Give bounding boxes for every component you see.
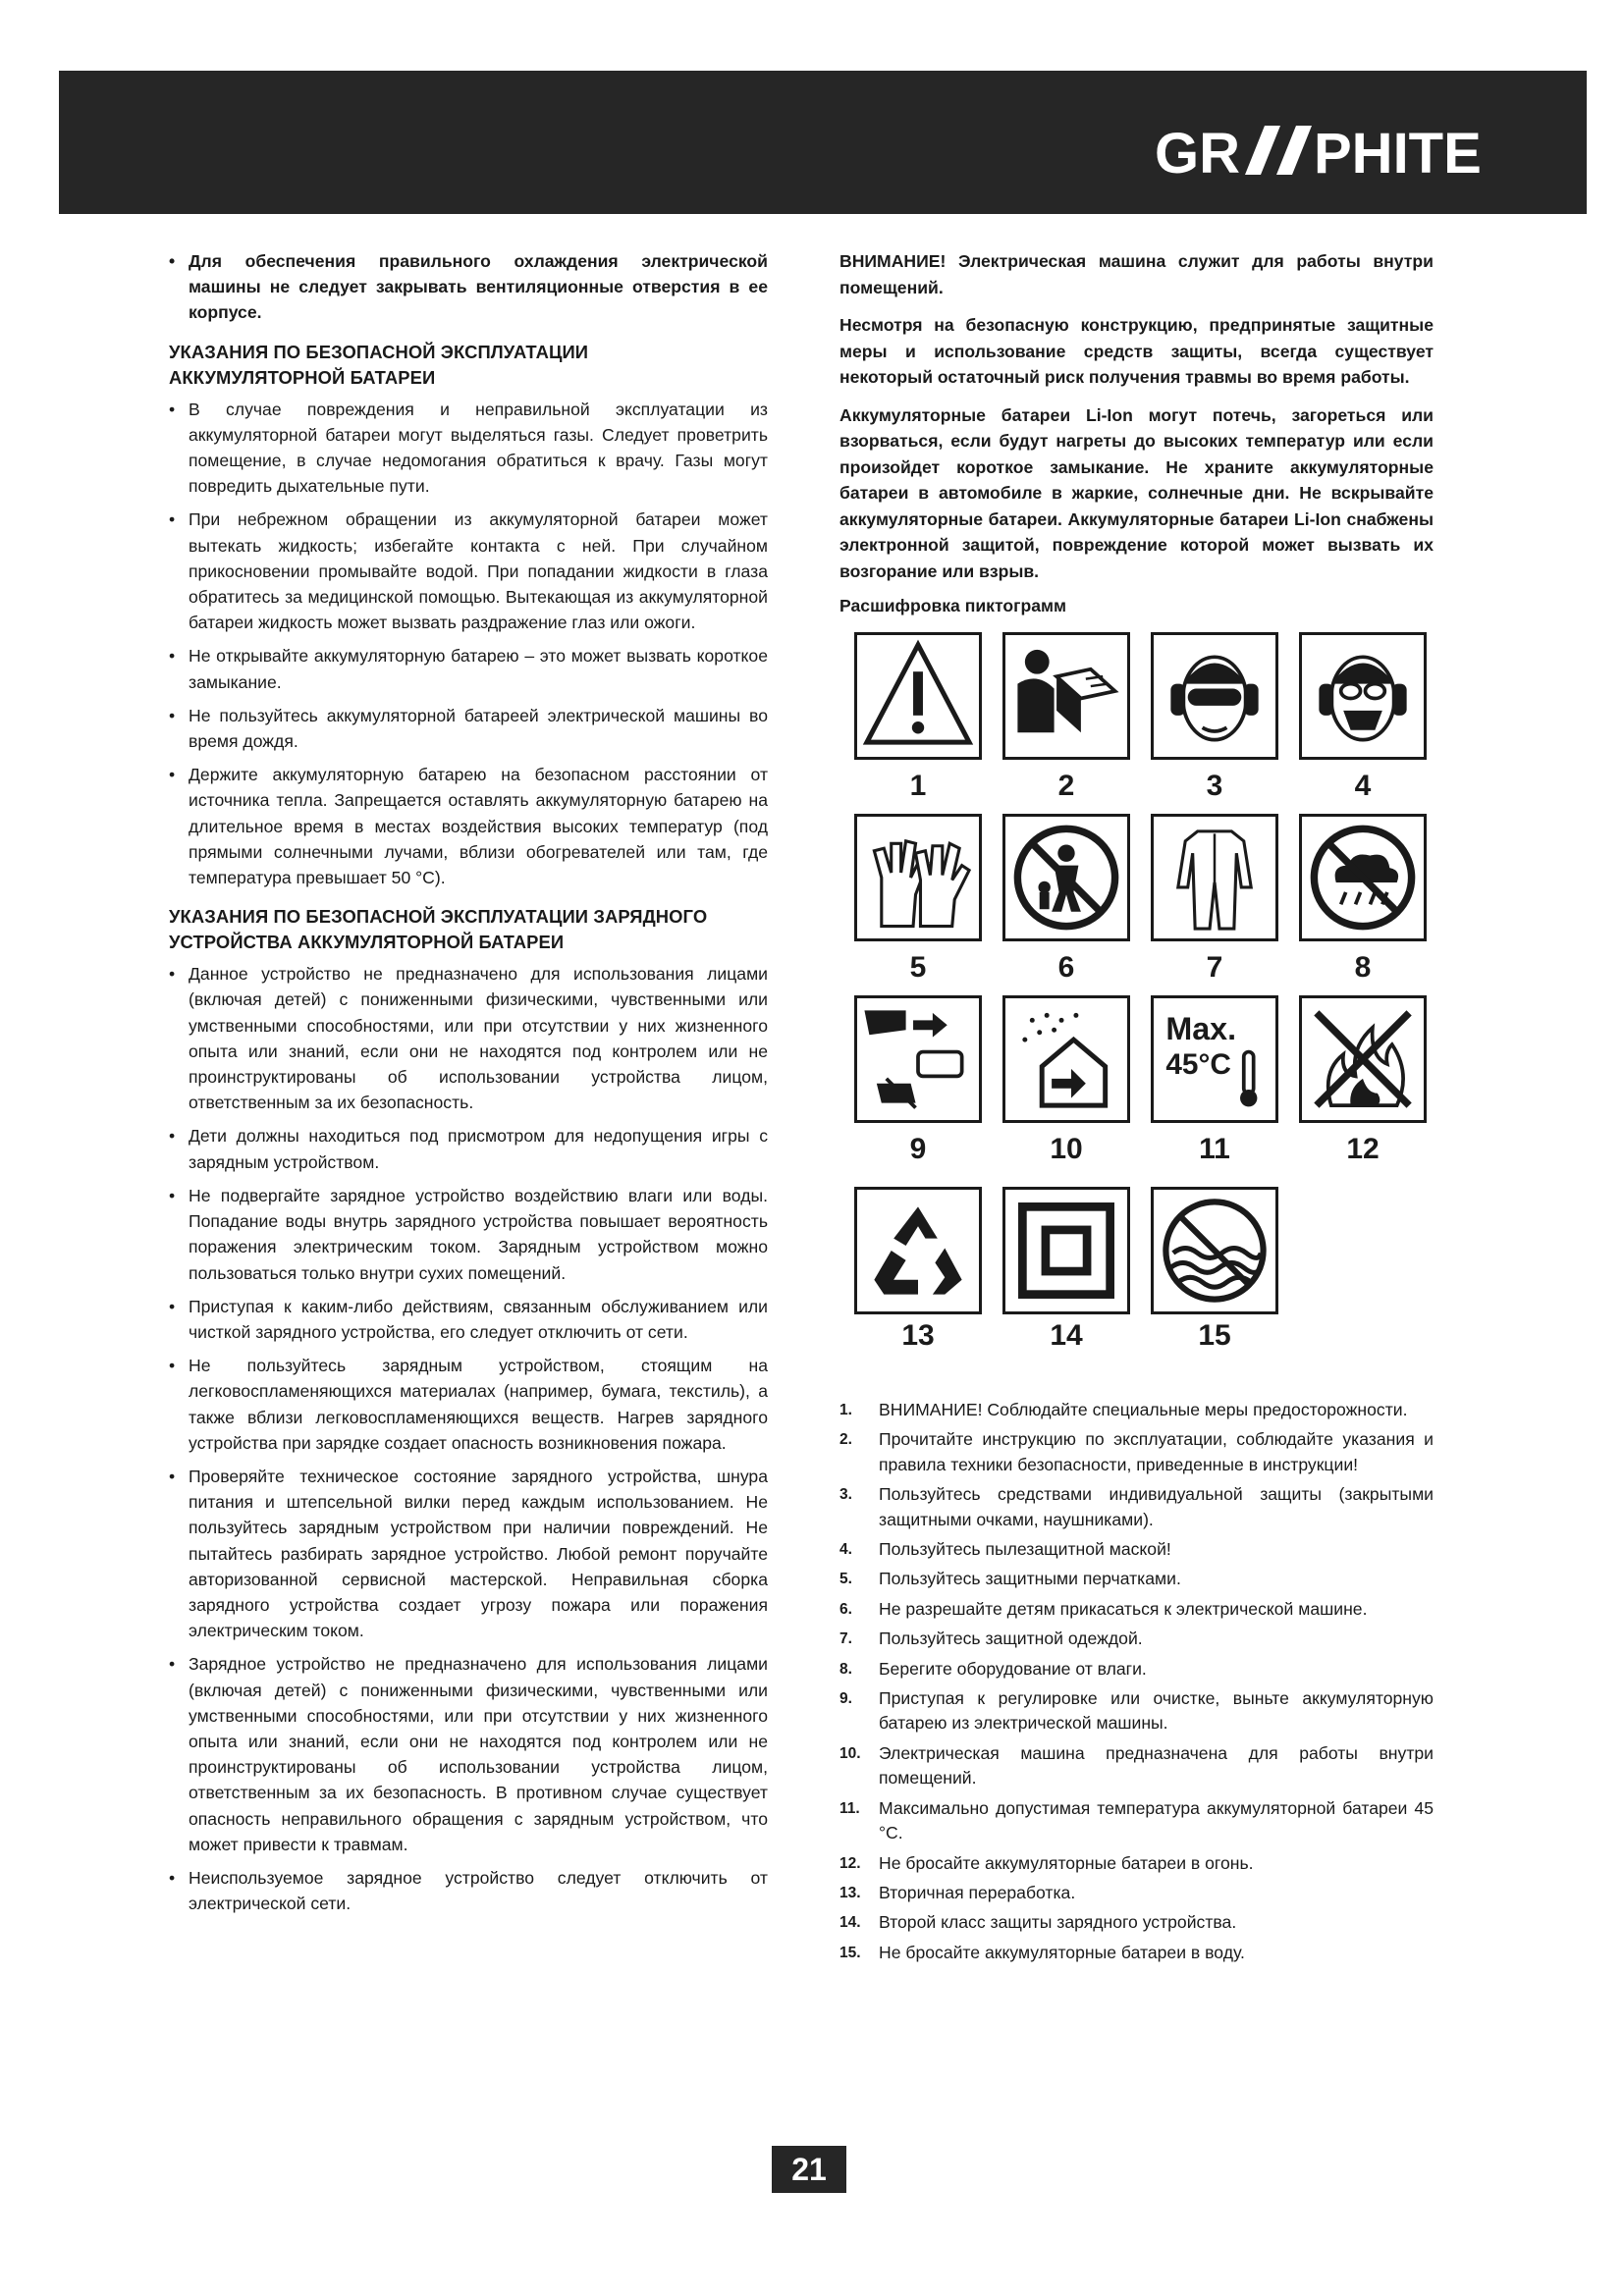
recycling-icon bbox=[854, 1187, 982, 1314]
list-item: • Держите аккумуляторную батарею на безопасном расстоянии от источника тепла. Запрещается оставлять аккумуляторную батарею на длительное время в местах воздействия высоких температур (под прямыми солнечными лучами, вблизи обогревателей или там, где температура превышает 50 °C). bbox=[169, 762, 768, 890]
pictogram-number: 6 bbox=[1057, 951, 1075, 984]
list-item: • Не подвергайте зарядное устройство воздействию влаги или воды. Попадание воды внутрь зарядного устройства повышает вероятность поражения электрическим током. Зарядным устройством можно пользоваться только внутри сухих помещений. bbox=[169, 1183, 768, 1286]
battery-safety-heading: УКАЗАНИЯ ПО БЕЗОПАСНОЙ ЭКСПЛУАТАЦИИ АККУМУЛЯТОРНОЙ БАТАРЕИ bbox=[169, 341, 589, 388]
residual-risk-note: Несмотря на безопасную конструкцию, предпринятые защитные меры и использование средств защиты, всегда существует некоторый остаточный риск получения травмы во время работы. bbox=[839, 315, 1434, 387]
goggles-earmuffs-icon bbox=[1151, 632, 1278, 760]
legend-item: 14. Второй класс защиты зарядного устройства. bbox=[839, 1912, 1237, 1933]
cooling-note: • Для обеспечения правильного охлаждения электрической машины не следует закрывать вентиляционные отверстия в ее корпусе. bbox=[169, 248, 768, 326]
legend-item: 15. Не бросайте аккумуляторные батареи в воду. bbox=[839, 1942, 1245, 1962]
legend-item: 1. ВНИМАНИЕ! Соблюдайте специальные меры предосторожности. bbox=[839, 1400, 1408, 1419]
warning-triangle-icon bbox=[854, 632, 982, 760]
left-column bbox=[169, 248, 768, 1924]
right-column bbox=[839, 248, 1434, 1970]
list-item: • При небрежном обращении из аккумуляторной батареи может вытекать жидкость; избегайте контакта с ней. При случайном прикосновении промывайте водой. При попадании жидкости в глаза обратитесь за медицинской помощью. Вытекающая из аккумуляторной батареи жидкость может вызвать раздражение глаз или ожоги. bbox=[169, 507, 768, 635]
list-item: • Не пользуйтесь зарядным устройством, стоящим на легковоспламеняющихся материалах (например, бумага, текстиль), а также вблизи легковоспламеняющихся веществ. Нагрев зарядного устройства при зарядке создает опасность возникновения пожара. bbox=[169, 1353, 768, 1456]
list-item: • Дети должны находиться под присмотром для недопущения игры с зарядным устройством. bbox=[169, 1123, 768, 1174]
pictogram-number: 14 bbox=[1050, 1319, 1083, 1352]
legend-item: 4. Пользуйтесь пылезащитной маской! bbox=[839, 1539, 1171, 1560]
gloves-icon bbox=[854, 814, 982, 941]
pictogram-number: 2 bbox=[1057, 770, 1075, 802]
list-item: • Приступая к каким-либо действиям, связанным обслуживанием или чисткой зарядного устройства, его следует отключить от сети. bbox=[169, 1294, 768, 1345]
legend-item: 3. Пользуйтесь средствами индивидуальной защиты (закрытыми защитными очками, наушниками). bbox=[839, 1484, 1434, 1529]
header-bar bbox=[59, 71, 1587, 214]
pictogram-number: 8 bbox=[1354, 951, 1372, 984]
legend-item: 5. Пользуйтесь защитными перчатками. bbox=[839, 1569, 1181, 1589]
pictogram-number: 13 bbox=[901, 1319, 935, 1352]
max-temperature-icon bbox=[1151, 995, 1278, 1123]
read-manual-icon bbox=[1002, 632, 1130, 760]
graphite-logo bbox=[1155, 122, 1528, 182]
pictograms-title: Расшифровка пиктограмм bbox=[839, 596, 1067, 615]
pictogram-number: 7 bbox=[1206, 951, 1223, 984]
protective-suit-icon bbox=[1151, 814, 1278, 941]
page-number: 21 bbox=[772, 2146, 846, 2193]
no-water-icon bbox=[1151, 1187, 1278, 1314]
pictogram-number: 11 bbox=[1199, 1133, 1230, 1165]
list-item: • Проверяйте техническое состояние зарядного устройства, шнура питания и штепсельной вилки перед каждым использованием. Не пользуйтесь зарядным устройством при наличии повреждений. Не пытайтесь разбирать зарядное устройство. Любой ремонт поручайте авторизованной сервисной мастерской. Неправильная сборка зарядного устройства создает угрозу пожара или поражения электрическим током. bbox=[169, 1464, 768, 1643]
list-item: • Не пользуйтесь аккумуляторной батареей электрической машины во время дождя. bbox=[169, 703, 768, 754]
list-item: • Не открывайте аккумуляторную батарею – это может вызвать короткое замыкание. bbox=[169, 643, 768, 694]
pictogram-number: 4 bbox=[1354, 770, 1372, 802]
svg-text:PHITE: PHITE bbox=[1314, 122, 1482, 177]
class-ii-icon bbox=[1002, 1187, 1130, 1314]
no-fire-icon bbox=[1299, 995, 1427, 1123]
pictogram-number: 3 bbox=[1206, 770, 1223, 802]
legend-item: 10. Электрическая машина предназначена для работы внутри помещений. bbox=[839, 1742, 1434, 1789]
svg-text:GR: GR bbox=[1155, 122, 1240, 177]
legend-item: 7. Пользуйтесь защитной одеждой. bbox=[839, 1629, 1143, 1649]
li-ion-warning: Аккумуляторные батареи Li-Ion могут потечь, загореться или взорваться, если будут нагреты до высоких температур или если произойдет короткое замыкание. Не храните аккумуляторные батареи в автомобиле в жаркие, солнечные дни. Не вскрывайте аккумуляторные батареи. Аккумуляторные батареи Li-Ion снабжены электронной защитой, повреждение которой может вызвать их возгорание или взрыв. bbox=[839, 404, 1434, 581]
legend-item: 6. Не разрешайте детям прикасаться к электрической машине. bbox=[839, 1598, 1368, 1619]
list-item: • В случае повреждения и неправильной эксплуатации из аккумуляторной батареи могут выделяться газы. Следует проветрить помещение, в случае недомогания обратиться к врачу. Газы могут повредить дыхательные пути. bbox=[169, 397, 768, 500]
max-label: Max. bbox=[1165, 1011, 1237, 1047]
max-temp-value: 45°C bbox=[1165, 1047, 1231, 1081]
pictogram-grid bbox=[839, 632, 1429, 1378]
legend-item: 12. Не бросайте аккумуляторные батареи в огонь. bbox=[839, 1852, 1254, 1873]
legend-item: 2. Прочитайте инструкцию по эксплуатации, соблюдайте указания и правила техники безопасности, приведенные в инструкции! bbox=[839, 1429, 1434, 1474]
pictogram-number: 5 bbox=[909, 951, 927, 984]
legend-item: 9. Приступая к регулировке или очистке, выньте аккумуляторную батарею из электрической машины. bbox=[839, 1688, 1434, 1734]
pictogram-number: 10 bbox=[1050, 1133, 1083, 1165]
indoor-warning: ВНИМАНИЕ! Электрическая машина служит для работы внутри помещений. bbox=[839, 251, 1434, 297]
list-item: • Неиспользуемое зарядное устройство следует отключить от электрической сети. bbox=[169, 1865, 768, 1916]
no-children-icon bbox=[1002, 814, 1130, 941]
remove-battery-icon bbox=[854, 995, 982, 1123]
indoor-use-icon bbox=[1002, 995, 1130, 1123]
no-rain-icon bbox=[1299, 814, 1427, 941]
pictogram-number: 1 bbox=[909, 770, 927, 802]
legend-item: 11. Максимально допустимая температура аккумуляторной батареи 45 °C. bbox=[839, 1797, 1434, 1843]
pictogram-number: 15 bbox=[1198, 1319, 1231, 1352]
legend-item: 8. Берегите оборудование от влаги. bbox=[839, 1658, 1147, 1679]
pictogram-number: 12 bbox=[1346, 1133, 1380, 1165]
list-item: • Данное устройство не предназначено для использования лицами (включая детей) с пониженными физическими, чувственными или умственными способностями, или при отсутствии у них жизненного опыта или знаний, если они не находятся под контролем или не проинструктированы об использовании устройства лицом, ответственным за их безопасность. bbox=[169, 961, 768, 1115]
legend-item: 13. Вторичная переработка. bbox=[839, 1882, 1076, 1902]
dust-mask-icon bbox=[1299, 632, 1427, 760]
pictogram-number: 9 bbox=[909, 1133, 927, 1165]
charger-safety-heading: УКАЗАНИЯ ПО БЕЗОПАСНОЙ ЭКСПЛУАТАЦИИ ЗАРЯДНОГО УСТРОЙСТВА АККУМУЛЯТОРНОЙ БАТАРЕИ bbox=[169, 906, 708, 953]
pictogram-legend bbox=[839, 1398, 1434, 1965]
list-item: • Зарядное устройство не предназначено для использования лицами (включая детей) с пониженными физическими, чувственными или умственными способностями, или при отсутствии у них жизненного опыта или знаний, если они не находятся под контролем или не проинструктированы об использовании устройства лицом, ответственным за их безопасность. В противном случае существует опасность неправильного обращения с зарядным устройством, что может привести к травмам. bbox=[169, 1651, 768, 1857]
